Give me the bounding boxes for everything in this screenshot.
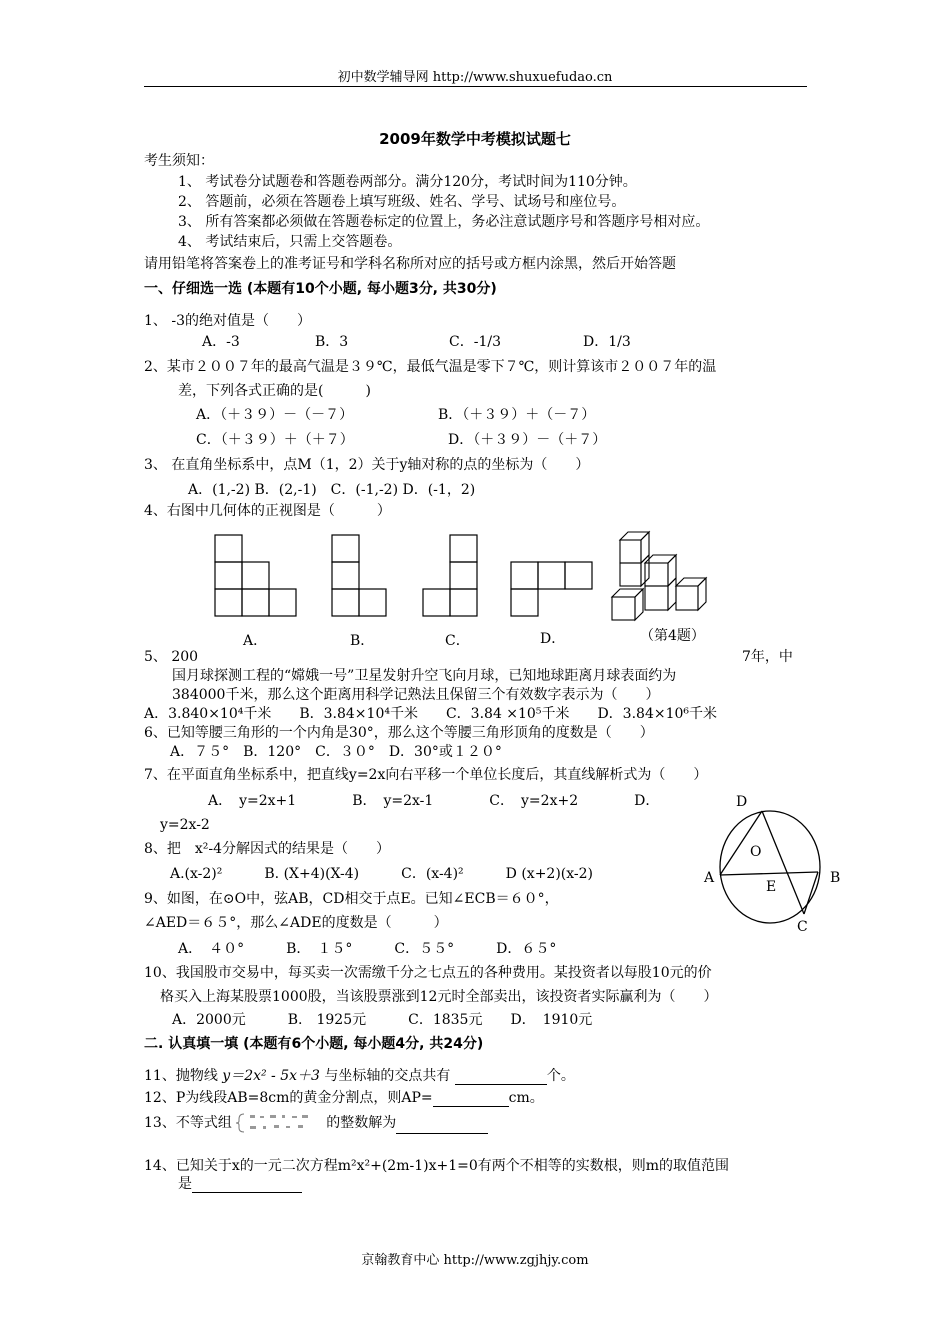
q14-answer-blank[interactable] (192, 1178, 302, 1193)
q12-line (144, 1089, 544, 1107)
q11-prefix: 11、抛物线 (144, 1068, 218, 1084)
notice-item: 2、 答题前，必须在答题卷上填写班级、姓名、学号、试场号和座位号。 (178, 194, 626, 210)
q1-stem: 1、 -3的绝对值是（ ） (144, 313, 311, 329)
q3-options: A．(1,-2) B．(2,-1) C．(-1,-2) D．(-1，2) (188, 482, 476, 498)
q13-line (144, 1112, 488, 1134)
page-footer: 京翰教育中心 http://www.zgjhjy.com (361, 1253, 589, 1268)
q9-stem: 9、如图，在⊙O中，弦AB，CD相交于点E。已知∠ECB＝６０°， (144, 891, 559, 907)
q12-suffix: cm。 (508, 1090, 544, 1106)
q4-label-b: B． (350, 633, 375, 649)
chord-ab (720, 872, 818, 875)
q10-options: A．2000元 B. 1925元 C．1835元 D． 1910元 (172, 1012, 593, 1028)
q7-options: A． y=2x+1 B． y=2x-1 C． y=2x+2 D． (208, 793, 660, 809)
q4-label-d: D． (540, 631, 566, 647)
circle-label-o: O (750, 844, 762, 860)
notice-item: 1、 考试卷分试题卷和答题卷两部分。满分120分，考试时间为110分钟。 (178, 174, 637, 190)
q4-stem: 4、右图中几何体的正视图是（ ） (144, 503, 391, 519)
page-title: 2009年数学中考模拟试题七 (379, 130, 571, 148)
q5-stem-right: 7年，中 (742, 649, 793, 665)
q5-stem: 5、 200 (144, 649, 199, 665)
q12-prefix: 12、P为线段AB=8cm的黄金分割点，则AP= (144, 1090, 433, 1106)
q6-options: A．７５° B．120° C．３０° D．30°或１２０° (170, 744, 502, 760)
circle-label-d: D (736, 794, 748, 810)
q14-line-2 (178, 1175, 302, 1193)
q2-option-c: C．（＋３９）＋（＋７） (196, 432, 354, 448)
q1-option-d: D．1/3 (583, 334, 631, 350)
q13-suffix: 的整数解为 (326, 1115, 397, 1131)
section2-title: 二. 认真填一填 (本题有6个小题, 每小题4分, 共24分) (144, 1036, 484, 1052)
q14-stem-2: 是 (178, 1176, 192, 1192)
q5-stem-2: 国月球探测工程的“嫦娥一号”卫星发射升空飞向月球，已知地球距离月球表面约为 (172, 668, 677, 684)
segment-bc (804, 872, 818, 914)
q13-prefix: 13、不等式组 (144, 1115, 232, 1131)
q2-stem: 2、某市２００７年的最高气温是３９℃，最低气温是零下７℃，则计算该市２００７年的温 (144, 359, 717, 375)
q9-options: A． ４０° B． １５° C．５５° D．６５° (178, 941, 557, 957)
q12-answer-blank[interactable] (433, 1092, 509, 1107)
q5-options: A．3.840×10⁴千米 B．3.84×10⁴千米 C．3.84 ×10⁵千米 D．3.84×10⁶千米 (144, 706, 718, 722)
q11-suffix: 与坐标轴的交点共有 (324, 1068, 451, 1084)
circle-label-c: C (797, 919, 808, 935)
q10-stem-2: 格买入上海某股票1000股，当该股票涨到12元时全部卖出，该投资者实际赢利为（ ） (160, 989, 718, 1005)
circle-label-e: E (766, 879, 777, 895)
q3-stem: 3、 在直角坐标系中，点M（1，2）关于y轴对称的点的坐标为（ ） (144, 457, 590, 473)
notice-instruction: 请用铅笔将答案卷上的准考证号和学科名称所对应的括号或方框内涂黑，然后开始答题 (144, 256, 676, 272)
chord-cd (762, 811, 804, 914)
q7-option-d: y=2x-2 (160, 817, 210, 833)
notice-heading: 考生须知： (144, 153, 214, 169)
q1-option-a: A．-3 (202, 334, 240, 350)
q13-inequality-system (236, 1112, 326, 1134)
circle-o (720, 811, 820, 923)
q7-stem: 7、在平面直角坐标系中，把直线y=2x向右平移一个单位长度后，其直线解析式为（ ） (144, 767, 708, 783)
q11-tail: 个。 (546, 1068, 575, 1084)
q10-stem: 10、我国股市交易中，每买卖一次需缴千分之七点五的各种费用。某投资者以每股10元的价 (144, 965, 712, 981)
page-header: 初中数学辅导网 http://www.shuxuefudao.cn (337, 70, 613, 85)
q2-stem-2: 差，下列各式正确的是( ) (178, 383, 371, 399)
q11-answer-blank[interactable] (455, 1070, 547, 1085)
q8-options: A.(x-2)² B. (X+4)(X-4) C．(x-4)² D (x+2)(x-2) (170, 866, 594, 882)
q4-caption: （第4题） (640, 628, 705, 644)
q4-label-c: C． (445, 633, 470, 649)
q8-stem: 8、把 x²-4分解因式的结果是（ ） (144, 841, 391, 857)
q2-option-d: D．（＋３９）－（＋７） (448, 432, 607, 448)
circle-label-a: A (704, 870, 715, 886)
notice-item: 4、 考试结束后，只需上交答题卷。 (178, 234, 402, 250)
q2-option-a: A．（＋３９）－（－７） (196, 407, 354, 423)
q9-stem-2: ∠AED＝６５°，那么∠ADE的度数是（ ） (144, 915, 448, 931)
q4-label-a: A． (243, 633, 268, 649)
section1-title: 一、仔细选一选 (本题有10个小题, 每小题3分, 共30分) (144, 281, 497, 297)
q1-option-b: B．3 (315, 334, 349, 350)
q11-line (144, 1067, 575, 1085)
q6-stem: 6、已知等腰三角形的一个内角是30°，那么这个等腰三角形顶角的度数是（ ） (144, 725, 654, 741)
q1-option-c: C．-1/3 (449, 334, 501, 350)
circle-label-b: B (830, 870, 841, 886)
q14-stem: 14、已知关于x的一元二次方程m²x²+(2m-1)x+1=0有两个不相等的实数根，则m的取值范围 (144, 1158, 730, 1174)
q5-stem-3: 384000千米，那么这个距离用科学记熟法且保留三个有效数字表示为（ ） (172, 687, 660, 703)
q11-formula: y＝2x² - 5x＋3 (222, 1068, 320, 1084)
q2-option-b: B．（＋３９）＋（－７） (438, 407, 596, 423)
notice-item: 3、 所有答案都必须做在答题卷标定的位置上，务必注意试题序号和答题序号相对应。 (178, 214, 710, 230)
q13-answer-blank[interactable] (396, 1119, 488, 1134)
